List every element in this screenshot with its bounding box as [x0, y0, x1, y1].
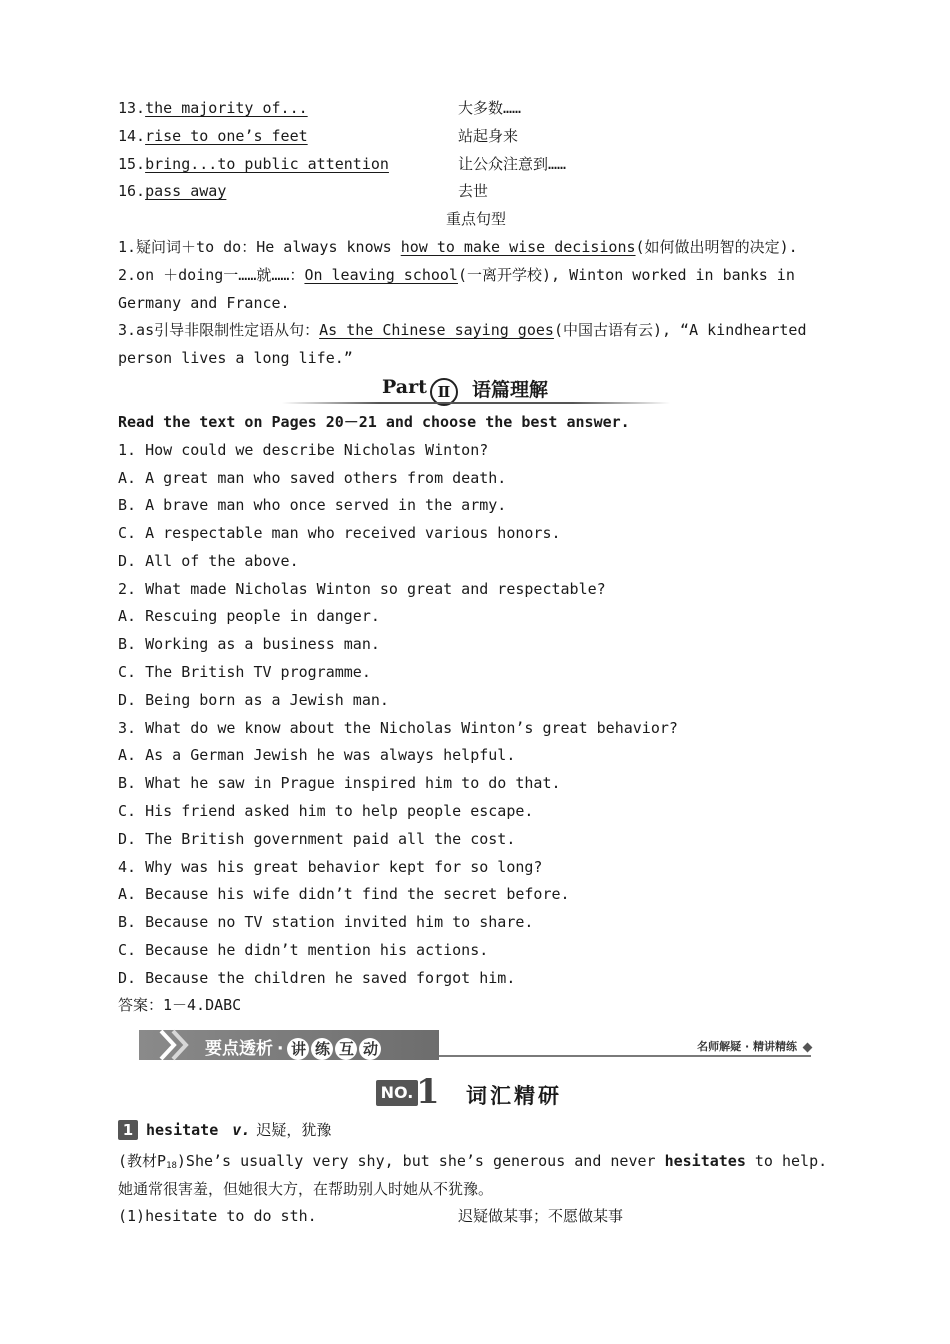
key-sentences-heading: 重点句型: [445, 210, 506, 228]
chevron-right-icon: [157, 1028, 197, 1062]
vocab-example-translation: 她通常很害羞，但她很大方，在帮助别人时她从不犹豫。: [118, 1180, 494, 1198]
vocab-example: (教材$P_{18})She’s$ usually very shy, but she’s generous and never hesitates to help.: [118, 1152, 828, 1171]
key-sentence-2: 2.on ＋doing一……就……：On leaving school(一离开学校), Winton worked in banks in: [118, 266, 795, 284]
key-sentence-3: 3.as引导非限制性定语从句：As the Chinese saying goes(中国古语有云), “A kindhearted: [118, 321, 807, 339]
answer-key: 答案：1－4.DABC: [118, 996, 242, 1014]
reading-instruction: Read the text on Pages 20－21 and choose the best answer.: [118, 413, 630, 431]
key-sentence-1: 1.疑问词＋to do：He always knows how to make wise decisions(如何做出明智的决定).: [118, 238, 798, 256]
option: A. Rescuing people in danger.: [118, 607, 380, 625]
option: D. Being born as a Jewish man.: [118, 691, 389, 709]
diamond-icon: [803, 1043, 813, 1053]
phrase-item: 14.rise to one’s feet 站起身来: [118, 127, 519, 145]
section-subtitle: 名师解疑 · 精讲精练: [697, 1040, 797, 1053]
option: C. A respectable man who received various honors.: [118, 524, 561, 542]
part-of-speech: v.: [232, 1121, 251, 1139]
option: B. Because no TV station invited him to share.: [118, 913, 534, 931]
vocab-meaning: 迟疑，犹豫: [256, 1121, 332, 1139]
question-4: 4. Why was his great behavior kept for so long?: [118, 858, 543, 876]
divider: [282, 402, 670, 404]
roman-numeral-badge: Ⅱ: [430, 378, 458, 406]
option: C. His friend asked him to help people escape.: [118, 802, 534, 820]
option: A. A great man who saved others from death.: [118, 469, 507, 487]
phrase-item: 15.bring...to public attention 让公众注意到……: [118, 155, 567, 173]
vocab-usage: (1)hesitate to do sth. 迟疑做某事；不愿做某事: [118, 1207, 624, 1225]
key-sentence-3-cont: person lives a long life.”: [118, 349, 353, 367]
question-3: 3. What do we know about the Nicholas Winton’s great behavior?: [118, 719, 678, 737]
option: D. The British government paid all the cost.: [118, 830, 516, 848]
vocab-number-badge: 1: [118, 1120, 138, 1140]
option: C. The British TV programme.: [118, 663, 371, 681]
vocab-section-title: 词汇精研: [466, 1084, 562, 1108]
question-2: 2. What made Nicholas Winton so great and respectable?: [118, 580, 606, 598]
option: D. Because the children he saved forgot him.: [118, 969, 516, 987]
option: B. A brave man who once served in the army.: [118, 496, 507, 514]
section-title: 要点透析 · 讲 练 互 动: [205, 1034, 383, 1060]
option: A. Because his wife didn’t find the secret before.: [118, 885, 570, 903]
part-two-banner: Part Ⅱ 语篇理解: [282, 372, 670, 406]
key-sentence-2-cont: Germany and France.: [118, 294, 290, 312]
option: B. Working as a business man.: [118, 635, 380, 653]
vocab-entry-header: [118, 1120, 331, 1140]
divider: [439, 1055, 811, 1057]
vocab-word: hesitate: [146, 1121, 219, 1139]
option: A. As a German Jewish he was always helpful.: [118, 746, 516, 764]
option: D. All of the above.: [118, 552, 299, 570]
part-title: 语篇理解: [472, 379, 549, 401]
phrase-item: 13.the majority of... 大多数……: [118, 99, 522, 117]
option: C. Because he didn’t mention his actions.: [118, 941, 489, 959]
option: B. What he saw in Prague inspired him to do that.: [118, 774, 561, 792]
number-badge: NO. 1: [376, 1074, 444, 1108]
question-1: 1. How could we describe Nicholas Winton?: [118, 441, 489, 459]
section-banner: [139, 1028, 811, 1062]
phrase-item: 16.pass away 去世: [118, 182, 489, 200]
